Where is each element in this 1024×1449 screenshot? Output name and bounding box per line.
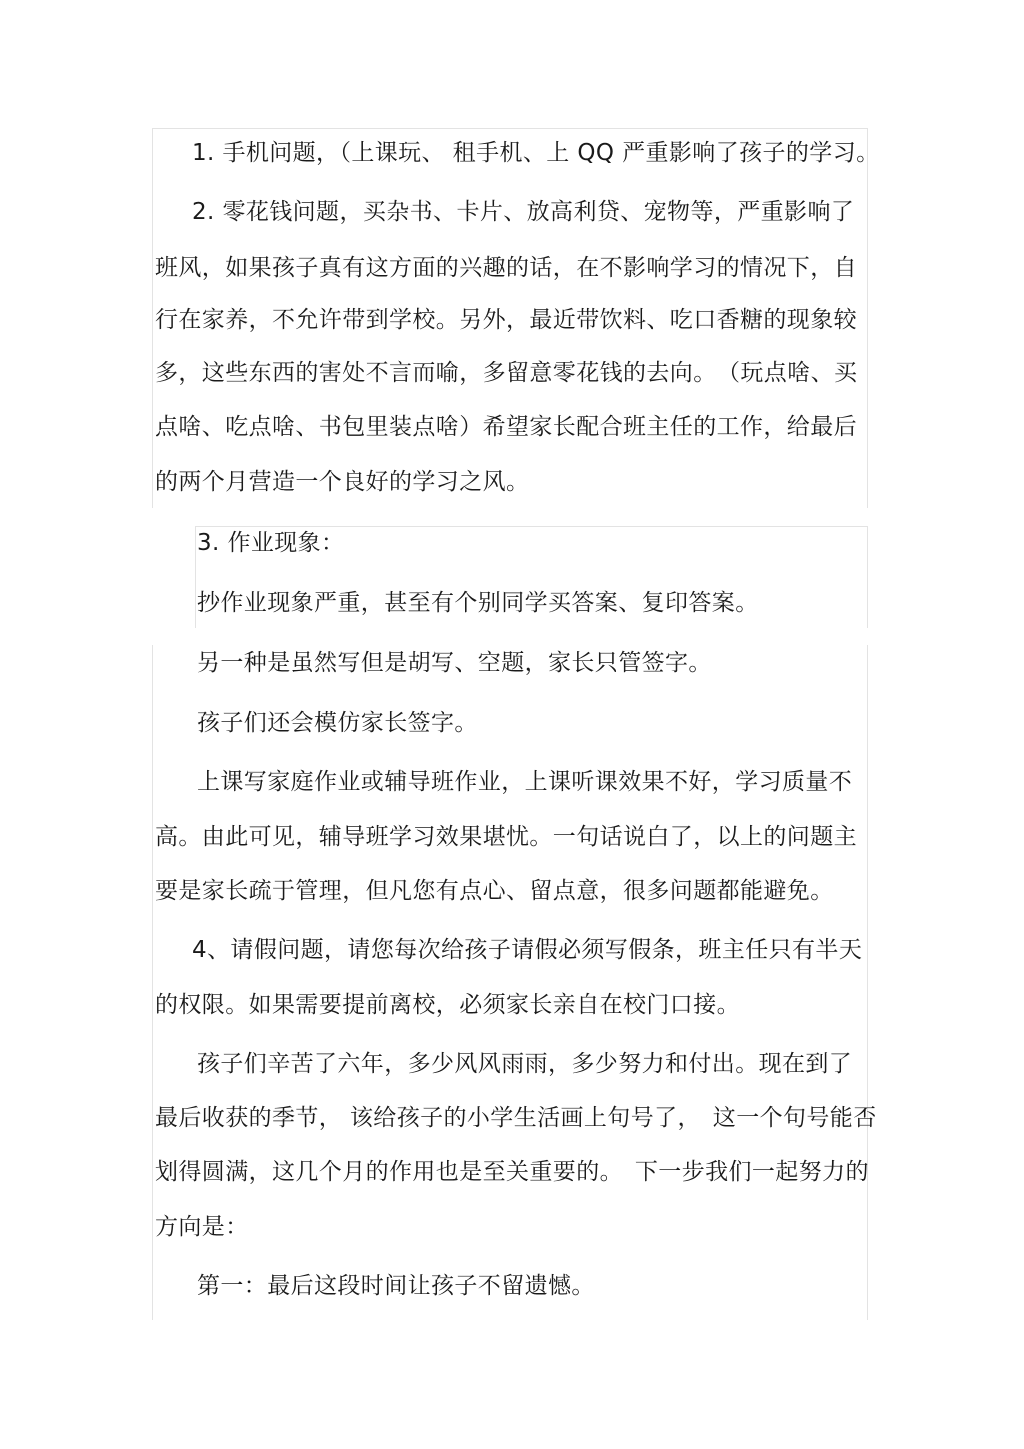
- text-line: 高。由此可见，辅导班学习效果堪忧。一句话说白了，以上的问题主: [155, 824, 857, 850]
- frame-mid-line: [195, 526, 868, 527]
- text-line: 划得圆满，这几个月的作用也是至关重要的。 下一步我们一起努力的: [155, 1159, 869, 1185]
- text-line: 3. 作业现象：: [197, 530, 345, 556]
- text-line: 行在家养，不允许带到学校。另外，最近带饮料、吃口香糖的现象较: [155, 307, 857, 333]
- frame-left-line-3: [152, 645, 153, 1320]
- text-line: 的两个月营造一个良好的学习之风。: [155, 469, 530, 495]
- text-line: 要是家长疏于管理，但凡您有点心、留点意，很多问题都能避免。: [155, 878, 834, 904]
- text-line: 孩子们还会模仿家长签字。: [197, 710, 478, 736]
- text-line: 上课写家庭作业或辅导班作业，上课听课效果不好，学习质量不: [197, 769, 853, 795]
- text-line: 1. 手机问题，（上课玩、 租手机、上 QQ 严重影响了孩子的学习。: [192, 140, 880, 166]
- text-line: 多，这些东西的害处不言而喻，多留意零花钱的去向。 （玩点啥、买: [155, 360, 858, 386]
- text-line: 班风，如果孩子真有这方面的兴趣的话，在不影响学习的情况下，自: [155, 255, 857, 281]
- text-line: 点啥、吃点啥、书包里装点啥）希望家长配合班主任的工作，给最后: [155, 414, 857, 440]
- text-line: 第一：最后这段时间让孩子不留遗憾。: [197, 1273, 595, 1299]
- text-line: 2. 零花钱问题，买杂书、卡片、放高利贷、宠物等，严重影响了: [192, 199, 855, 225]
- text-line: 另一种是虽然写但是胡写、空题，家长只管签字。: [197, 650, 712, 676]
- text-line: 方向是：: [155, 1214, 249, 1240]
- frame-left-line-2: [195, 526, 196, 628]
- text-line: 孩子们辛苦了六年，多少风风雨雨，多少努力和付出。现在到了: [197, 1051, 853, 1077]
- text-line: 的权限。如果需要提前离校，必须家长亲自在校门口接。: [155, 992, 740, 1018]
- text-line: 4、请假问题，请您每次给孩子请假必须写假条，班主任只有半天: [192, 937, 863, 963]
- frame-right-line-2: [867, 526, 868, 628]
- frame-left-line-1: [152, 128, 153, 508]
- frame-right-line-3: [867, 645, 868, 1320]
- text-line: 抄作业现象严重，甚至有个别同学买答案、复印答案。: [197, 590, 759, 616]
- text-line: 最后收获的季节， 该给孩子的小学生活画上句号了， 这一个句号能否: [155, 1105, 877, 1131]
- frame-top-line: [152, 128, 868, 129]
- frame-right-line-1: [867, 128, 868, 508]
